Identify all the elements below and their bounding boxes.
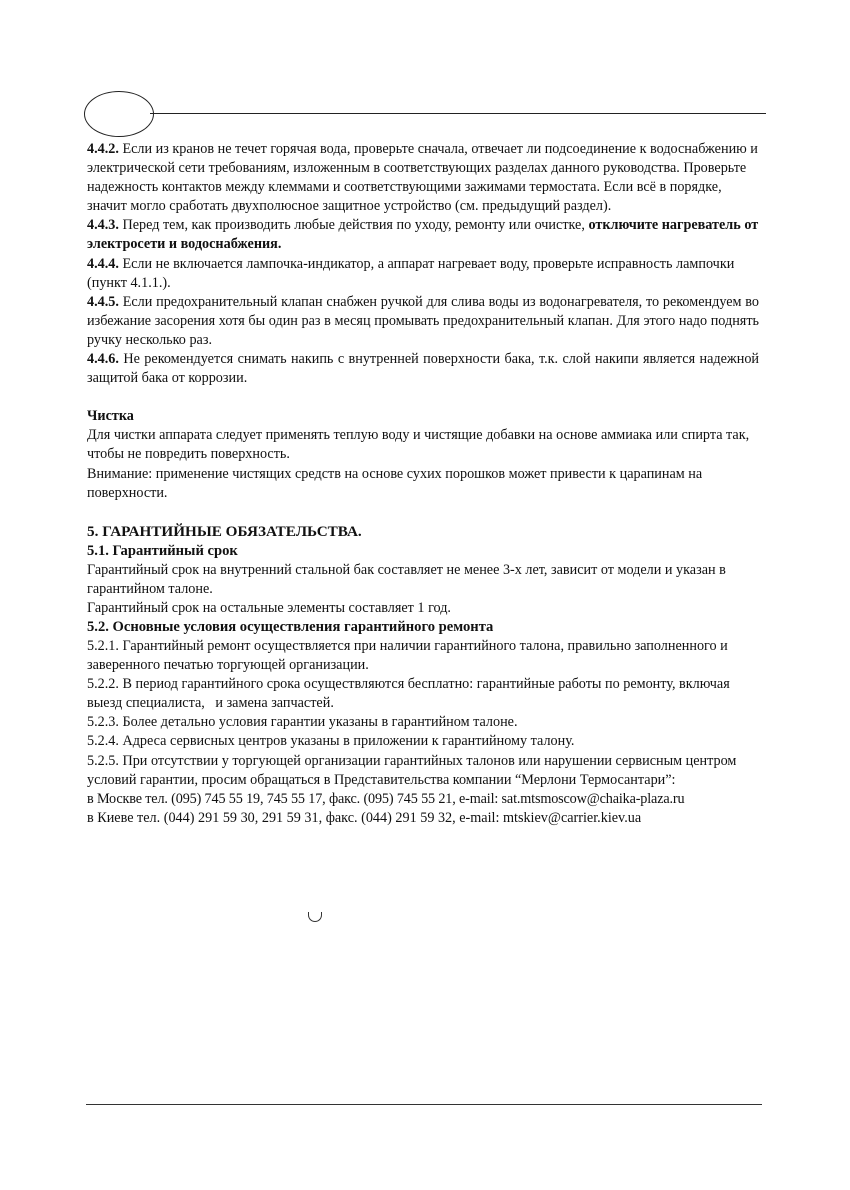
paragraph-text: Если из кранов не течет горячая вода, проверьте сначала, отвечает ли подсоединение к водоснабжению и электрической сети требованиям, изложенным в соответствующих разделах данного руководства. Проверьте надежность контактов между клеммами и соответствующими зажимами термостата. Если всё в порядке, значит могло сработать двухполюсное защитное устройство (см. предыдущий раздел). xyxy=(87,141,758,215)
section-5-2-3: 5.2.3. Более детально условия гарантии указаны в гарантийном талоне. xyxy=(87,714,518,731)
scan-mark-icon xyxy=(308,912,322,922)
section-5-2-5: 5.2.5. При отсутствии у торгующей организации гарантийных талонов или нарушении сервисным центром условий гарантии, просим обращаться в Представительства компании “Мерлони Термосантари”: xyxy=(87,752,737,788)
paragraph-4-4-6 xyxy=(87,350,759,388)
cleaning-text-1: Для чистки аппарата следует применять теплую воду и чистящие добавки на основе аммиака или спирта так, чтобы не повредить поверхность. xyxy=(87,427,750,463)
contact-moscow: в Москве тел. (095) 745 55 19, 745 55 17, факс. (095) 745 55 21, e-mail: sat.mtsmoscow@chaika-plaza.ru xyxy=(87,790,685,807)
section-5-2-1: 5.2.1. Гарантийный ремонт осуществляется при наличии гарантийного талона, правильно заполненного и заверенного печатью торгующей организации. xyxy=(87,637,728,674)
item-number: 4.4.6. xyxy=(87,351,119,368)
paragraph-text: Если предохранительный клапан снабжен ручкой для слива воды из водонагревателя, то рекомендуем во избежание засорения хотя бы один раз в месяц промывать предохранительный клапан. Для этого надо поднять ручку несколько раз. xyxy=(87,293,759,348)
footer-rule xyxy=(86,1104,762,1105)
section-5-1-title: 5.1. Гарантийный срок xyxy=(87,542,238,559)
paragraph-4-4-4 xyxy=(87,255,759,293)
paragraph-bold-text: отключите нагреватель от электросети и водоснабжения. xyxy=(87,217,759,253)
spacer xyxy=(87,503,759,522)
paragraph-4-4-5 xyxy=(87,293,759,350)
cleaning-heading xyxy=(87,407,759,426)
section-5-2-title: 5.2. Основные условия осуществления гарантийного ремонта xyxy=(87,618,494,635)
cleaning-text-2: Внимание: применение чистящих средств на основе сухих порошков может привести к царапинам на поверхности. xyxy=(87,465,703,501)
paragraph-4-4-2 xyxy=(87,140,759,216)
paragraph-text: Не рекомендуется снимать накипь с внутренней поверхности бака, т.к. слой накипи является надежной защитой бака от коррозии. xyxy=(87,351,759,387)
header-rule xyxy=(150,113,766,114)
paragraph-4-4-3 xyxy=(87,216,759,254)
section-5-2-4: 5.2.4. Адреса сервисных центров указаны в приложении к гарантийному талону. xyxy=(87,733,575,750)
item-number: 4.4.4. xyxy=(87,255,119,272)
section-5-1-text-1: Гарантийный срок на внутренний стальной бак составляет не менее 3-х лет, зависит от модели и указан в гарантийном талоне. xyxy=(87,561,726,597)
item-number: 4.4.5. xyxy=(87,293,119,310)
paragraph-text: Если не включается лампочка-индикатор, а аппарат нагревает воду, проверьте исправность лампочки (пункт 4.1.1.). xyxy=(87,255,735,291)
contact-kiev: в Киеве тел. (044) 291 59 30, 291 59 31, факс. (044) 291 59 32, e-mail: mtskiev@carrier.kiev.ua xyxy=(87,809,642,826)
section-5-2-2: 5.2.2. В период гарантийного срока осуществляются бесплатно: гарантийные работы по ремонту, включая выезд специалиста, и замена запчастей. xyxy=(87,676,734,712)
paragraph-text: Перед тем, как производить любые действия по уходу, ремонту или очистке, xyxy=(118,217,589,234)
item-number: 4.4.2. xyxy=(87,141,119,157)
page-number-oval xyxy=(84,91,154,137)
spacer xyxy=(87,388,759,407)
warranty-title: 5. ГАРАНТИЙНЫЕ ОБЯЗАТЕЛЬСТВА. xyxy=(87,522,362,540)
section-5-1-text-2: Гарантийный срок на остальные элементы составляет 1 год. xyxy=(87,599,451,616)
item-number: 4.4.3. xyxy=(87,217,119,234)
page-content xyxy=(87,140,759,828)
cleaning-title: Чистка xyxy=(87,408,134,425)
